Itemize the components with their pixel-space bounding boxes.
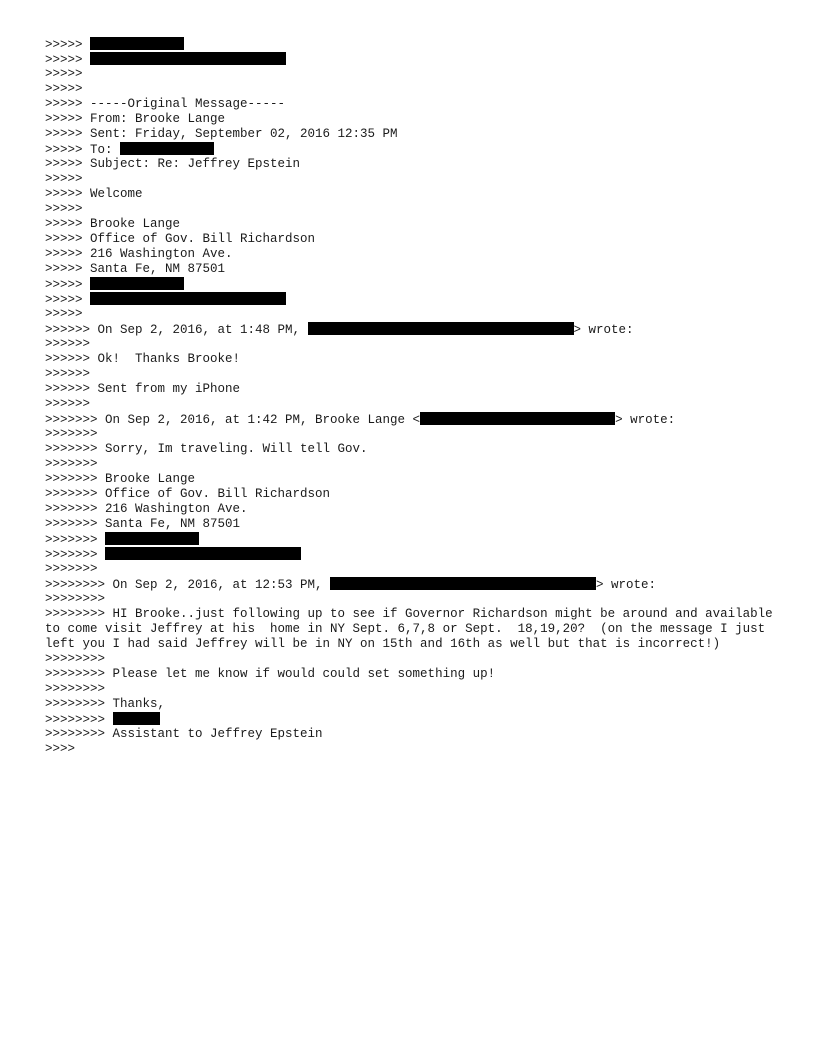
redaction-box — [105, 532, 199, 545]
quoted-line: >>>>>> — [45, 337, 91, 351]
signature-office: >>>>> Office of Gov. Bill Richardson — [45, 232, 316, 246]
redaction-box — [90, 37, 184, 50]
sent-line: >>>>> Sent: Friday, September 02, 2016 12:35 PM — [45, 127, 398, 141]
signature-city: >>>>>>> Santa Fe, NM 87501 — [45, 517, 241, 531]
redaction-box — [105, 547, 301, 560]
reply-header: >>>>>>> On Sep 2, 2016, at 1:42 PM, Brooke Lange < > wrote: — [45, 413, 676, 427]
redaction-box — [113, 712, 160, 725]
sent-from-footer: >>>>>> Sent from my iPhone — [45, 382, 241, 396]
quoted-line: >>>>> — [45, 202, 83, 216]
signature-email: >>>>>>> — [45, 547, 785, 562]
email-thread-document — [45, 37, 785, 757]
message-body: >>>>>>> Sorry, Im traveling. Will tell Gov. — [45, 442, 368, 456]
quoted-line: >>>>>> — [45, 367, 91, 381]
quoted-line: >>>>>>> — [45, 562, 98, 576]
redaction-box — [90, 292, 286, 305]
quoted-line: >>>>>>> — [45, 457, 98, 471]
quoted-line: >>>>>>> — [45, 427, 98, 441]
message-body: >>>>>> Ok! Thanks Brooke! — [45, 352, 241, 366]
reply-header: >>>>>> On Sep 2, 2016, at 1:48 PM, > wrote: — [45, 323, 634, 337]
from-line: >>>>> From: Brooke Lange — [45, 112, 226, 126]
signature-name: >>>>>>> Brooke Lange — [45, 472, 196, 486]
redaction-box — [308, 322, 574, 335]
quoted-line: >>>>>>>> — [45, 682, 106, 696]
subject-line: >>>>> Subject: Re: Jeffrey Epstein — [45, 157, 301, 171]
signature-name: >>>>> Brooke Lange — [45, 217, 181, 231]
redaction-box — [90, 277, 184, 290]
original-message-divider: >>>>> -----Original Message----- — [45, 97, 286, 111]
quoted-line: >>>>> — [45, 82, 83, 96]
quoted-line: >>>> — [45, 742, 76, 756]
signature-office: >>>>>>> Office of Gov. Bill Richardson — [45, 487, 331, 501]
signature-title: >>>>>>>> Assistant to Jeffrey Epstein — [45, 727, 323, 741]
redaction-box — [120, 142, 214, 155]
quoted-line: >>>>>>>> — [45, 652, 106, 666]
quoted-line: >>>>> — [45, 307, 83, 321]
signature-email: >>>>> — [45, 292, 785, 307]
quoted-line: >>>>> — [45, 67, 83, 81]
to-line: >>>>> To: — [45, 142, 785, 157]
signature-street: >>>>>>> 216 Washington Ave. — [45, 502, 248, 516]
message-body: >>>>>>>> HI Brooke..just following up to see if Governor Richardson might be around and available to come visit Jeffrey at his home in NY Sept. 6,7,8 or Sept. 18,19,20? (on the message I just left you I had said Jeffrey will be in NY on 15th and 16th as well but that is incorrect!) — [45, 607, 781, 651]
message-body: >>>>>>>> Please let me know if would could set something up! — [45, 667, 496, 681]
quoted-line: >>>>>> — [45, 397, 91, 411]
message-body: >>>>> Welcome — [45, 187, 143, 201]
quoted-line: >>>>> — [45, 172, 83, 186]
signature-phone: >>>>> — [45, 277, 785, 292]
signature-name: >>>>>>>> — [45, 712, 785, 727]
redaction-box — [420, 412, 615, 425]
redaction-box — [90, 52, 286, 65]
quoted-line: >>>>> — [45, 52, 785, 67]
reply-header: >>>>>>>> On Sep 2, 2016, at 12:53 PM, > wrote: — [45, 578, 657, 592]
quoted-line: >>>>> — [45, 37, 785, 52]
signature-street: >>>>> 216 Washington Ave. — [45, 247, 233, 261]
signature-city: >>>>> Santa Fe, NM 87501 — [45, 262, 226, 276]
redaction-box — [330, 577, 596, 590]
quoted-line: >>>>>>>> — [45, 592, 106, 606]
sign-off: >>>>>>>> Thanks, — [45, 697, 166, 711]
signature-phone: >>>>>>> — [45, 532, 785, 547]
